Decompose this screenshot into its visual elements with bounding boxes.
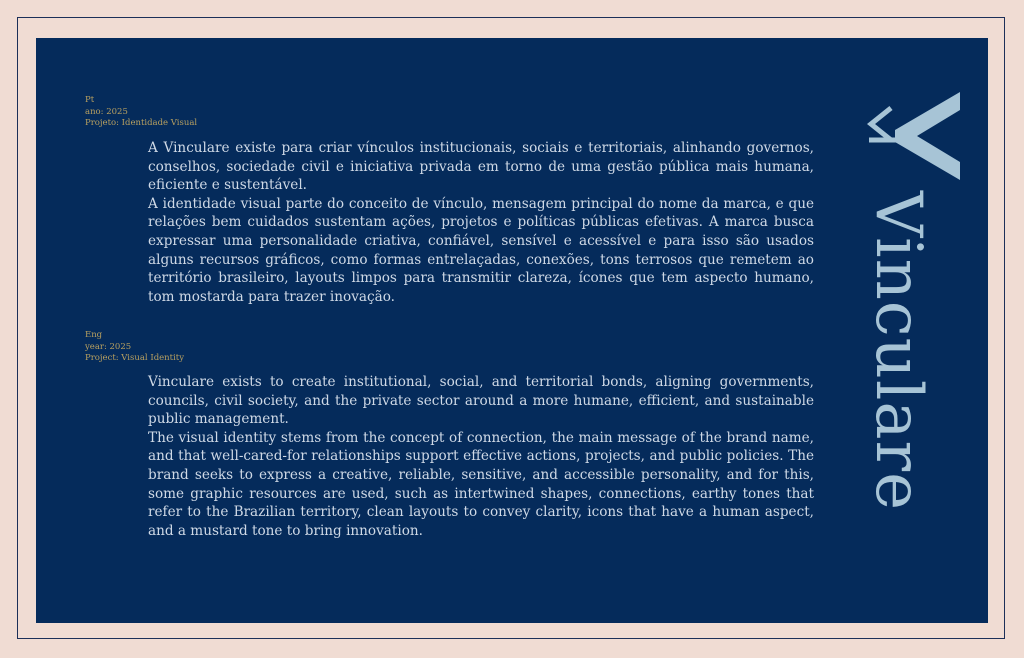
pt-year-label: ano: 2025 (85, 106, 128, 117)
pt-body (148, 139, 814, 306)
vinculare-wordmark: Vinculare (861, 191, 935, 511)
pt-project-label: Projeto: Identidade Visual (85, 118, 198, 128)
pt-paragraph-2: A identidade visual parte do conceito de vínculo, mensagem principal do nome da marca, e que relações bem cuidados sustentam ações, projetos e políticas públicas efetivas. A marca busca expressar uma personalidade criativa, confiável, sensível e acessível e para isso são usados alguns recursos gráficos, como formas entrelaçadas, conexões, tons terrosos que remetem ao território brasileiro, layouts limpos para transmitir clareza, ícones que tem aspecto humano, tom mostarda para trazer inovação. (148, 195, 814, 305)
en-body (148, 373, 814, 540)
en-paragraph-2: The visual identity stems from the concept of connection, the main message of the brand name, and that well-cared-for relationships support effective actions, projects, and public policies. The brand seeks to express a creative, reliable, sensitive, and accessible personality, and for this, some graphic resources are used, such as intertwined shapes, connections, earthy tones that refer to the Brazilian territory, clean layouts to convey clarity, icons that have a human aspect, and a mustard tone to bring innovation. (148, 429, 814, 539)
en-paragraph-1: Vinculare exists to create institutional, social, and territorial bonds, aligning governments, councils, civil society, and the private sector around a more humane, efficient, and sustainable public management. (148, 374, 814, 428)
pt-meta (85, 95, 197, 130)
en-language-label: Eng (85, 330, 103, 340)
vinculare-logo-icon (865, 90, 965, 182)
en-year-label: year: 2025 (85, 341, 132, 352)
pt-language-label: Pt (85, 95, 95, 105)
en-project-label: Project: Visual Identity (85, 353, 184, 363)
pt-paragraph-1: A Vinculare existe para criar vínculos institucionais, sociais e territoriais, alinhando governos, conselhos, sociedade civil e iniciativa privada em torno de uma gestão pública mais humana, eficiente e sustentável. (148, 140, 814, 194)
en-meta (85, 330, 184, 365)
